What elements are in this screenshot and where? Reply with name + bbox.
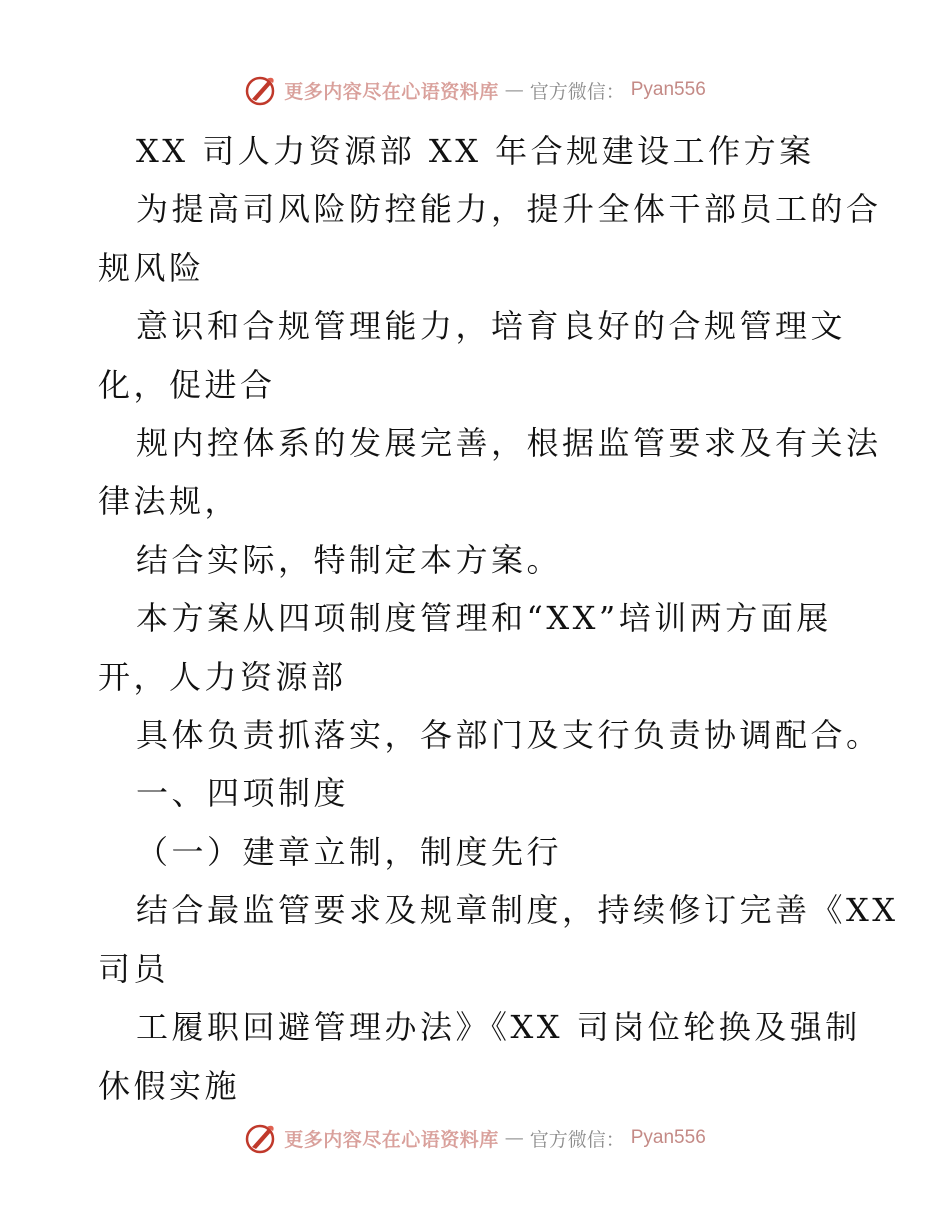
flame-quill-logo-icon: [244, 1121, 278, 1155]
header-watermark-banner: [0, 70, 950, 110]
watermark-wechat-label: 官方微信：: [529, 1128, 625, 1151]
watermark-wechat-id: Pyan556: [630, 1127, 706, 1148]
document-line: 开，人力资源部: [98, 657, 347, 696]
document-body: [98, 122, 899, 1115]
document-line: 工履职回避管理办法》《XX 司岗位轮换及强制: [136, 1008, 861, 1047]
document-line: XX 司人力资源部 XX 年合规建设工作方案: [136, 132, 815, 170]
document-line: 休假实施: [98, 1066, 241, 1105]
watermark-text: 更多内容尽在心语资料库: [284, 1128, 499, 1151]
document-line: 意识和合规管理能力，培育良好的合规管理文: [136, 307, 847, 346]
footer-watermark-banner: [0, 1118, 950, 1158]
document-line: 规内控体系的发展完善，根据监管要求及有关法: [136, 424, 882, 463]
document-line: 化，促进合: [98, 365, 276, 404]
document-line: 一、四项制度: [136, 774, 350, 813]
document-line: 规风险: [98, 248, 205, 287]
flame-quill-logo-icon: [244, 73, 278, 107]
header-watermark-group: [244, 73, 706, 107]
document-line: 结合最监管要求及规章制度，持续修订完善《XX: [136, 891, 899, 930]
document-line: 结合实际，特制定本方案。: [136, 540, 563, 579]
watermark-dash: —: [504, 79, 524, 101]
watermark-dash: —: [504, 1127, 524, 1149]
watermark-wechat-label: 官方微信：: [529, 80, 625, 103]
watermark-wechat-id: Pyan556: [630, 79, 706, 100]
footer-watermark-group: [244, 1121, 706, 1155]
document-line: （一）建章立制，制度先行: [136, 832, 563, 871]
document-line: 具体负责抓落实，各部门及支行负责协调配合。: [136, 716, 882, 755]
document-line: 律法规，: [98, 482, 241, 521]
document-line: 本方案从四项制度管理和“XX”培训两方面展: [136, 599, 832, 638]
document-line: 为提高司风险防控能力，提升全体干部员工的合: [136, 190, 882, 229]
document-line: 司员: [98, 949, 170, 988]
watermark-text: 更多内容尽在心语资料库: [284, 80, 499, 103]
